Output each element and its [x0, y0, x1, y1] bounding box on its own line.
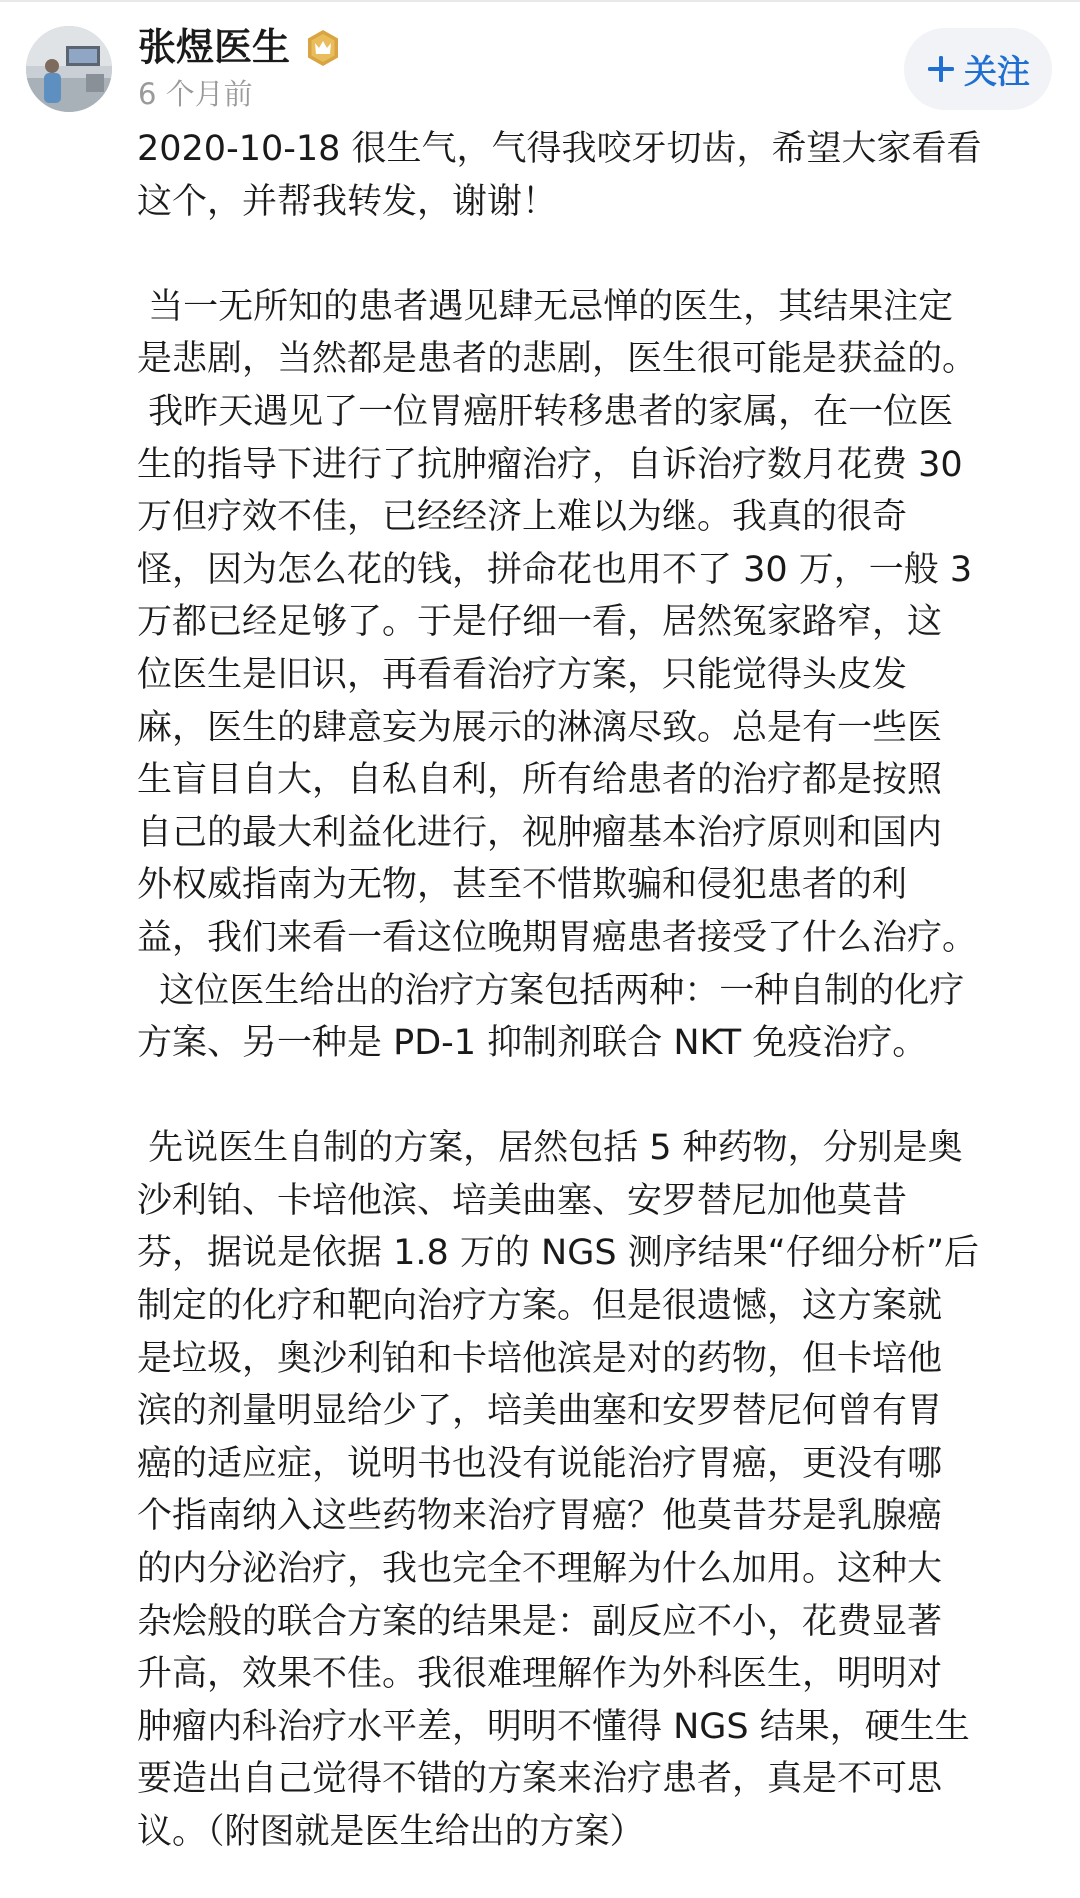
text-line: 是垃圾，奥沙利铂和卡培他滨是对的药物，但卡培他 — [137, 1338, 943, 1379]
text-line: 议。（附图就是医生给出的方案） — [137, 1812, 645, 1852]
follow-button[interactable] — [904, 28, 1052, 110]
text-line: 万但疗效不佳，已经经济上难以为继。我真的很奇 — [137, 497, 908, 538]
avatar-photo — [26, 26, 112, 112]
text-line: 生盲目自大，自私自利，所有给患者的治疗都是按照 — [137, 760, 943, 801]
paragraph-1 — [137, 123, 1057, 228]
verified-crown-icon — [303, 28, 343, 68]
text-line: 是悲剧，当然都是患者的悲剧，医生很可能是获益的。 — [137, 339, 978, 380]
text-line: 制定的化疗和靶向治疗方案。但是很遗憾，这方案就 — [137, 1286, 943, 1327]
text-line: 的内分泌治疗，我也完全不理解为什么加用。这种大 — [137, 1549, 943, 1590]
text-line: 升高，效果不佳。我很难理解作为外科医生，明明对 — [137, 1654, 943, 1695]
paragraph-spacer — [137, 228, 1057, 281]
text-line: 怪，因为怎么花的钱，拼命花也用不了 30 万，一般 3 — [137, 549, 973, 590]
author-name[interactable]: 张煜医生 — [138, 25, 291, 69]
text-line: 2020-10-18 很生气，气得我咬牙切齿，希望大家看看 — [137, 129, 982, 169]
text-line: 滨的剂量明显给少了，培美曲塞和安罗替尼何曾有胃 — [137, 1391, 943, 1432]
text-line: 当一无所知的患者遇见肆无忌惮的医生，其结果注定 — [137, 286, 954, 327]
text-line: 个指南纳入这些药物来治疗胃癌？他莫昔芬是乳腺癌 — [137, 1496, 943, 1537]
text-line: 这位医生给出的治疗方案包括两种：一种自制的化疗 — [137, 970, 965, 1011]
plus-icon — [926, 54, 956, 84]
paragraph-spacer — [137, 1070, 1057, 1123]
text-line: 先说医生自制的方案，居然包括 5 种药物，分别是奥 — [137, 1128, 963, 1169]
post-header — [0, 0, 1080, 130]
text-line: 这个，并帮我转发，谢谢！ — [137, 181, 558, 222]
text-line: 杂烩般的联合方案的结果是：副反应不小，花费显著 — [137, 1601, 943, 1642]
text-line: 生的指导下进行了抗肿瘤治疗，自诉治疗数月花费 30 — [137, 444, 963, 485]
text-line: 位医生是旧识，再看看治疗方案，只能觉得头皮发 — [137, 654, 908, 695]
text-line: 麻，医生的肆意妄为展示的淋漓尽致。总是有一些医 — [137, 707, 943, 748]
paragraph-3 — [137, 1122, 1057, 1858]
text-line: 自己的最大利益化进行，视肿瘤基本治疗原则和国内 — [137, 812, 943, 853]
text-line: 万都已经足够了。于是仔细一看，居然冤家路窄，这 — [137, 602, 943, 643]
paragraph-2 — [137, 281, 1057, 1070]
text-line: 要造出自己觉得不错的方案来治疗患者，真是不可思 — [137, 1759, 943, 1800]
text-line: 外权威指南为无物，甚至不惜欺骗和侵犯患者的利 — [137, 865, 908, 906]
text-line: 益，我们来看一看这位晚期胃癌患者接受了什么治疗。 — [137, 917, 978, 958]
follow-button-label: 关注 — [964, 51, 1030, 91]
text-line: 肿瘤内科治疗水平差，明明不懂得 NGS 结果，硬生生 — [137, 1706, 970, 1747]
post-body — [137, 123, 1057, 1859]
text-line: 我昨天遇见了一位胃癌肝转移患者的家属，在一位医 — [137, 391, 954, 432]
avatar[interactable] — [26, 26, 112, 112]
text-line: 沙利铂、卡培他滨、培美曲塞、安罗替尼加他莫昔 — [137, 1180, 908, 1221]
text-line: 癌的适应症，说明书也没有说能治疗胃癌，更没有哪 — [137, 1443, 943, 1484]
post-time: 6 个月前 — [138, 77, 253, 111]
text-line: 芬，据说是依据 1.8 万的 NGS 测序结果“仔细分析”后 — [137, 1233, 979, 1274]
text-line: 方案、另一种是 PD-1 抑制剂联合 NKT 免疫治疗。 — [137, 1023, 928, 1064]
